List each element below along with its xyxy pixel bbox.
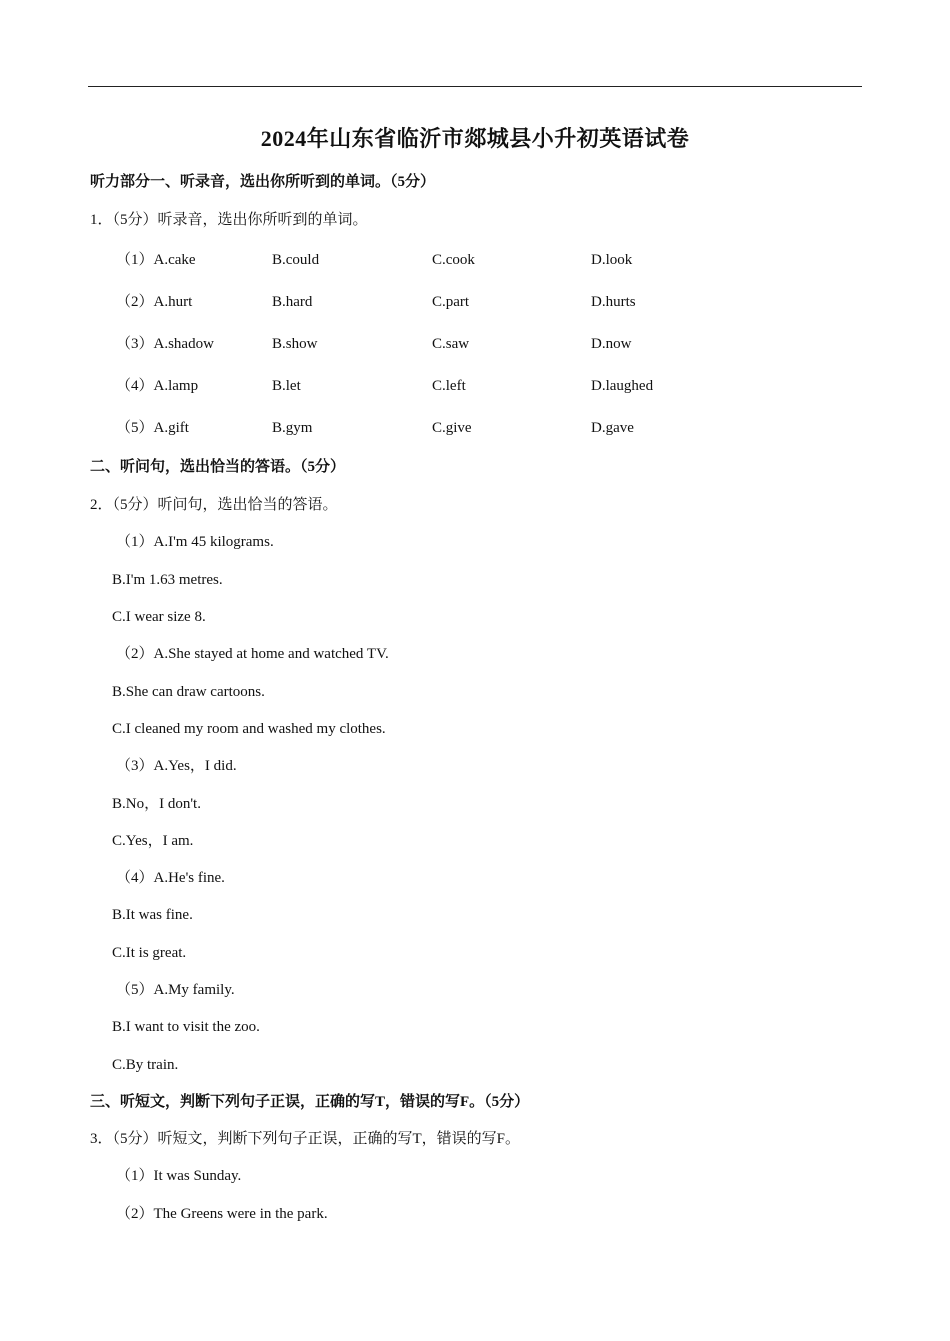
section-1-heading: 听力部分一、听录音，选出你所听到的单词。（5分） [90,174,436,190]
answer-option: C.Yes，I am. [112,833,194,849]
statement-item: （2）The Greens were in the park. [116,1206,328,1222]
option-a: （2）A.hurt [116,294,193,310]
page-title: 2024年山东省临沂市郯城县小升初英语试卷 [260,126,690,151]
section-2-heading: 二、听问句，选出恰当的答语。（5分） [90,459,346,475]
answer-option: C.I cleaned my room and washed my clothes. [112,721,386,737]
option-d: D.gave [591,420,634,436]
statement-item: （1）It was Sunday. [116,1168,242,1184]
option-d: D.laughed [591,378,654,394]
answer-option: （4）A.He's fine. [116,870,225,886]
option-b: B.let [272,378,301,394]
question-3-stem: 3．（5分）听短文，判断下列句子正误，正确的写T，错误的写F。 [90,1131,521,1147]
answer-option: C.By train. [112,1057,179,1073]
option-d: D.hurts [591,294,636,310]
option-c: C.give [432,420,472,436]
question-1-stem: 1．（5分）听录音，选出你所听到的单词。 [90,212,368,228]
option-a: （5）A.gift [116,420,189,436]
answer-option: B.It was fine. [112,907,193,923]
section-3-heading: 三、听短文，判断下列句子正误，正确的写T，错误的写F。（5分） [90,1094,530,1110]
answer-option: C.It is great. [112,945,187,961]
answer-option: B.No，I don't. [112,796,201,812]
answer-option: C.I wear size 8. [112,609,206,625]
answer-option: （2）A.She stayed at home and watched TV. [116,646,389,662]
answer-option: （5）A.My family. [116,982,235,998]
option-a: （3）A.shadow [116,336,214,352]
option-a: （1）A.cake [116,252,196,268]
answer-option: （3）A.Yes，I did. [116,758,237,774]
option-b: B.gym [272,420,313,436]
answer-option: B.I'm 1.63 metres. [112,572,223,588]
option-a: （4）A.lamp [116,378,199,394]
option-c: C.left [432,378,466,394]
header-rule [88,86,862,87]
answer-option: B.She can draw cartoons. [112,684,265,700]
option-b: B.hard [272,294,313,310]
answer-option: （1）A.I'm 45 kilograms. [116,534,274,550]
option-c: C.cook [432,252,475,268]
option-c: C.part [432,294,470,310]
option-c: C.saw [432,336,470,352]
option-b: B.could [272,252,320,268]
option-b: B.show [272,336,318,352]
option-d: D.now [591,336,632,352]
answer-option: B.I want to visit the zoo. [112,1019,260,1035]
option-d: D.look [591,252,633,268]
question-2-stem: 2．（5分）听问句，选出恰当的答语。 [90,497,338,513]
